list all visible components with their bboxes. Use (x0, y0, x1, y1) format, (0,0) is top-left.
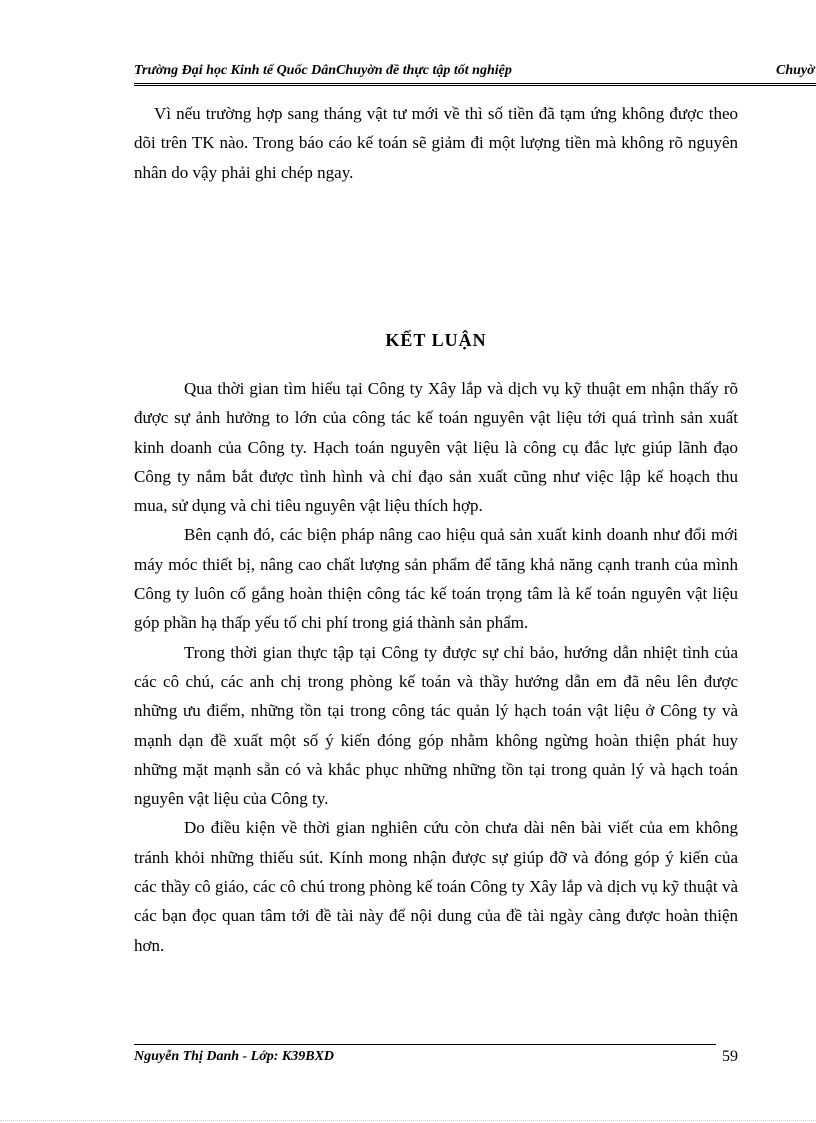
footer-author: Nguyễn Thị Danh - Lớp: K39BXD (134, 1049, 335, 1064)
page-edge-divider (0, 1120, 816, 1121)
footer-rule (134, 1044, 716, 1045)
conclusion-paragraph-4: Do điều kiện về thời gian nghiên cứu còn chưa dài nên bài viết của em không tránh khỏi những thiếu sút. Kính mong nhận được sự giúp đỡ và đóng góp ý kiến của các thầy cô giáo, các cô chú trong phòng kế toán Công ty Xây lắp và dịch vụ kỹ thuật và các bạn đọc quan tâm tới đề tài này để nội dung của đề tài ngày càng được hoàn thiện hơn. (134, 818, 738, 955)
header-school-title: Trường Đại học Kinh tế Quốc DânChuyờn đề thực tập tốt nghiệp (134, 63, 512, 78)
running-header (134, 60, 816, 82)
conclusion-title: KẾT LUẬN (385, 330, 487, 350)
conclusion-paragraph-2: Bên cạnh đó, các biện pháp nâng cao hiệu quả sản xuất kinh doanh như đổi mới máy móc thiết bị, nâng cao chất lượng sản phẩm để tăng khả năng cạnh tranh của mình Công ty luôn cố gắng hoàn thiện công tác kế toán trọng tâm là kế toán nguyên vật liệu góp phần hạ thấp yếu tố chi phí trong giá thành sản phẩm. (134, 525, 738, 633)
conclusion-paragraph-3: Trong thời gian thực tập tại Công ty được sự chỉ bảo, hướng dẫn nhiệt tình của các cô chú, các anh chị trong phòng kế toán và thầy hướng dẫn em đã nêu lên được những ưu điểm, những tồn tại trong công tác quản lý hạch toán vật liệu ở Công ty và mạnh dạn đề xuất một số ý kiến đóng góp nhằm không ngừng hoàn thiện phát huy những mặt mạnh sẵn có và khắc phục những những tồn tại trong quản lý và hạch toán nguyên vật liệu của Công ty. (134, 642, 738, 809)
page-number: 59 (722, 1048, 738, 1065)
conclusion-body (134, 374, 738, 960)
intro-paragraph: Vì nếu trường hợp sang tháng vật tư mới về thì số tiền đã tạm ứng không được theo dõi trên TK nào. Trong báo cáo kế toán sẽ giảm đi một lượng tiền mà không rõ nguyên nhân do vậy phải ghi chép ngay. (134, 104, 738, 182)
header-rule (134, 83, 816, 86)
conclusion-paragraph-1: Qua thời gian tìm hiểu tại Công ty Xây lắp và dịch vụ kỹ thuật em nhận thấy rõ được sự ảnh hưởng to lớn của công tác kế toán nguyên vật liệu tới quá trình sản xuất kinh doanh của Công ty. Hạch toán nguyên vật liệu là công cụ đắc lực giúp lãnh đạo Công ty nắm bắt được tình hình và chỉ đạo sản xuất cũng như việc lập kế hoạch thu mua, sử dụng và chi tiêu nguyên vật liệu thích hợp. (134, 379, 738, 516)
header-right-fragment: Chuyờ (776, 63, 815, 78)
